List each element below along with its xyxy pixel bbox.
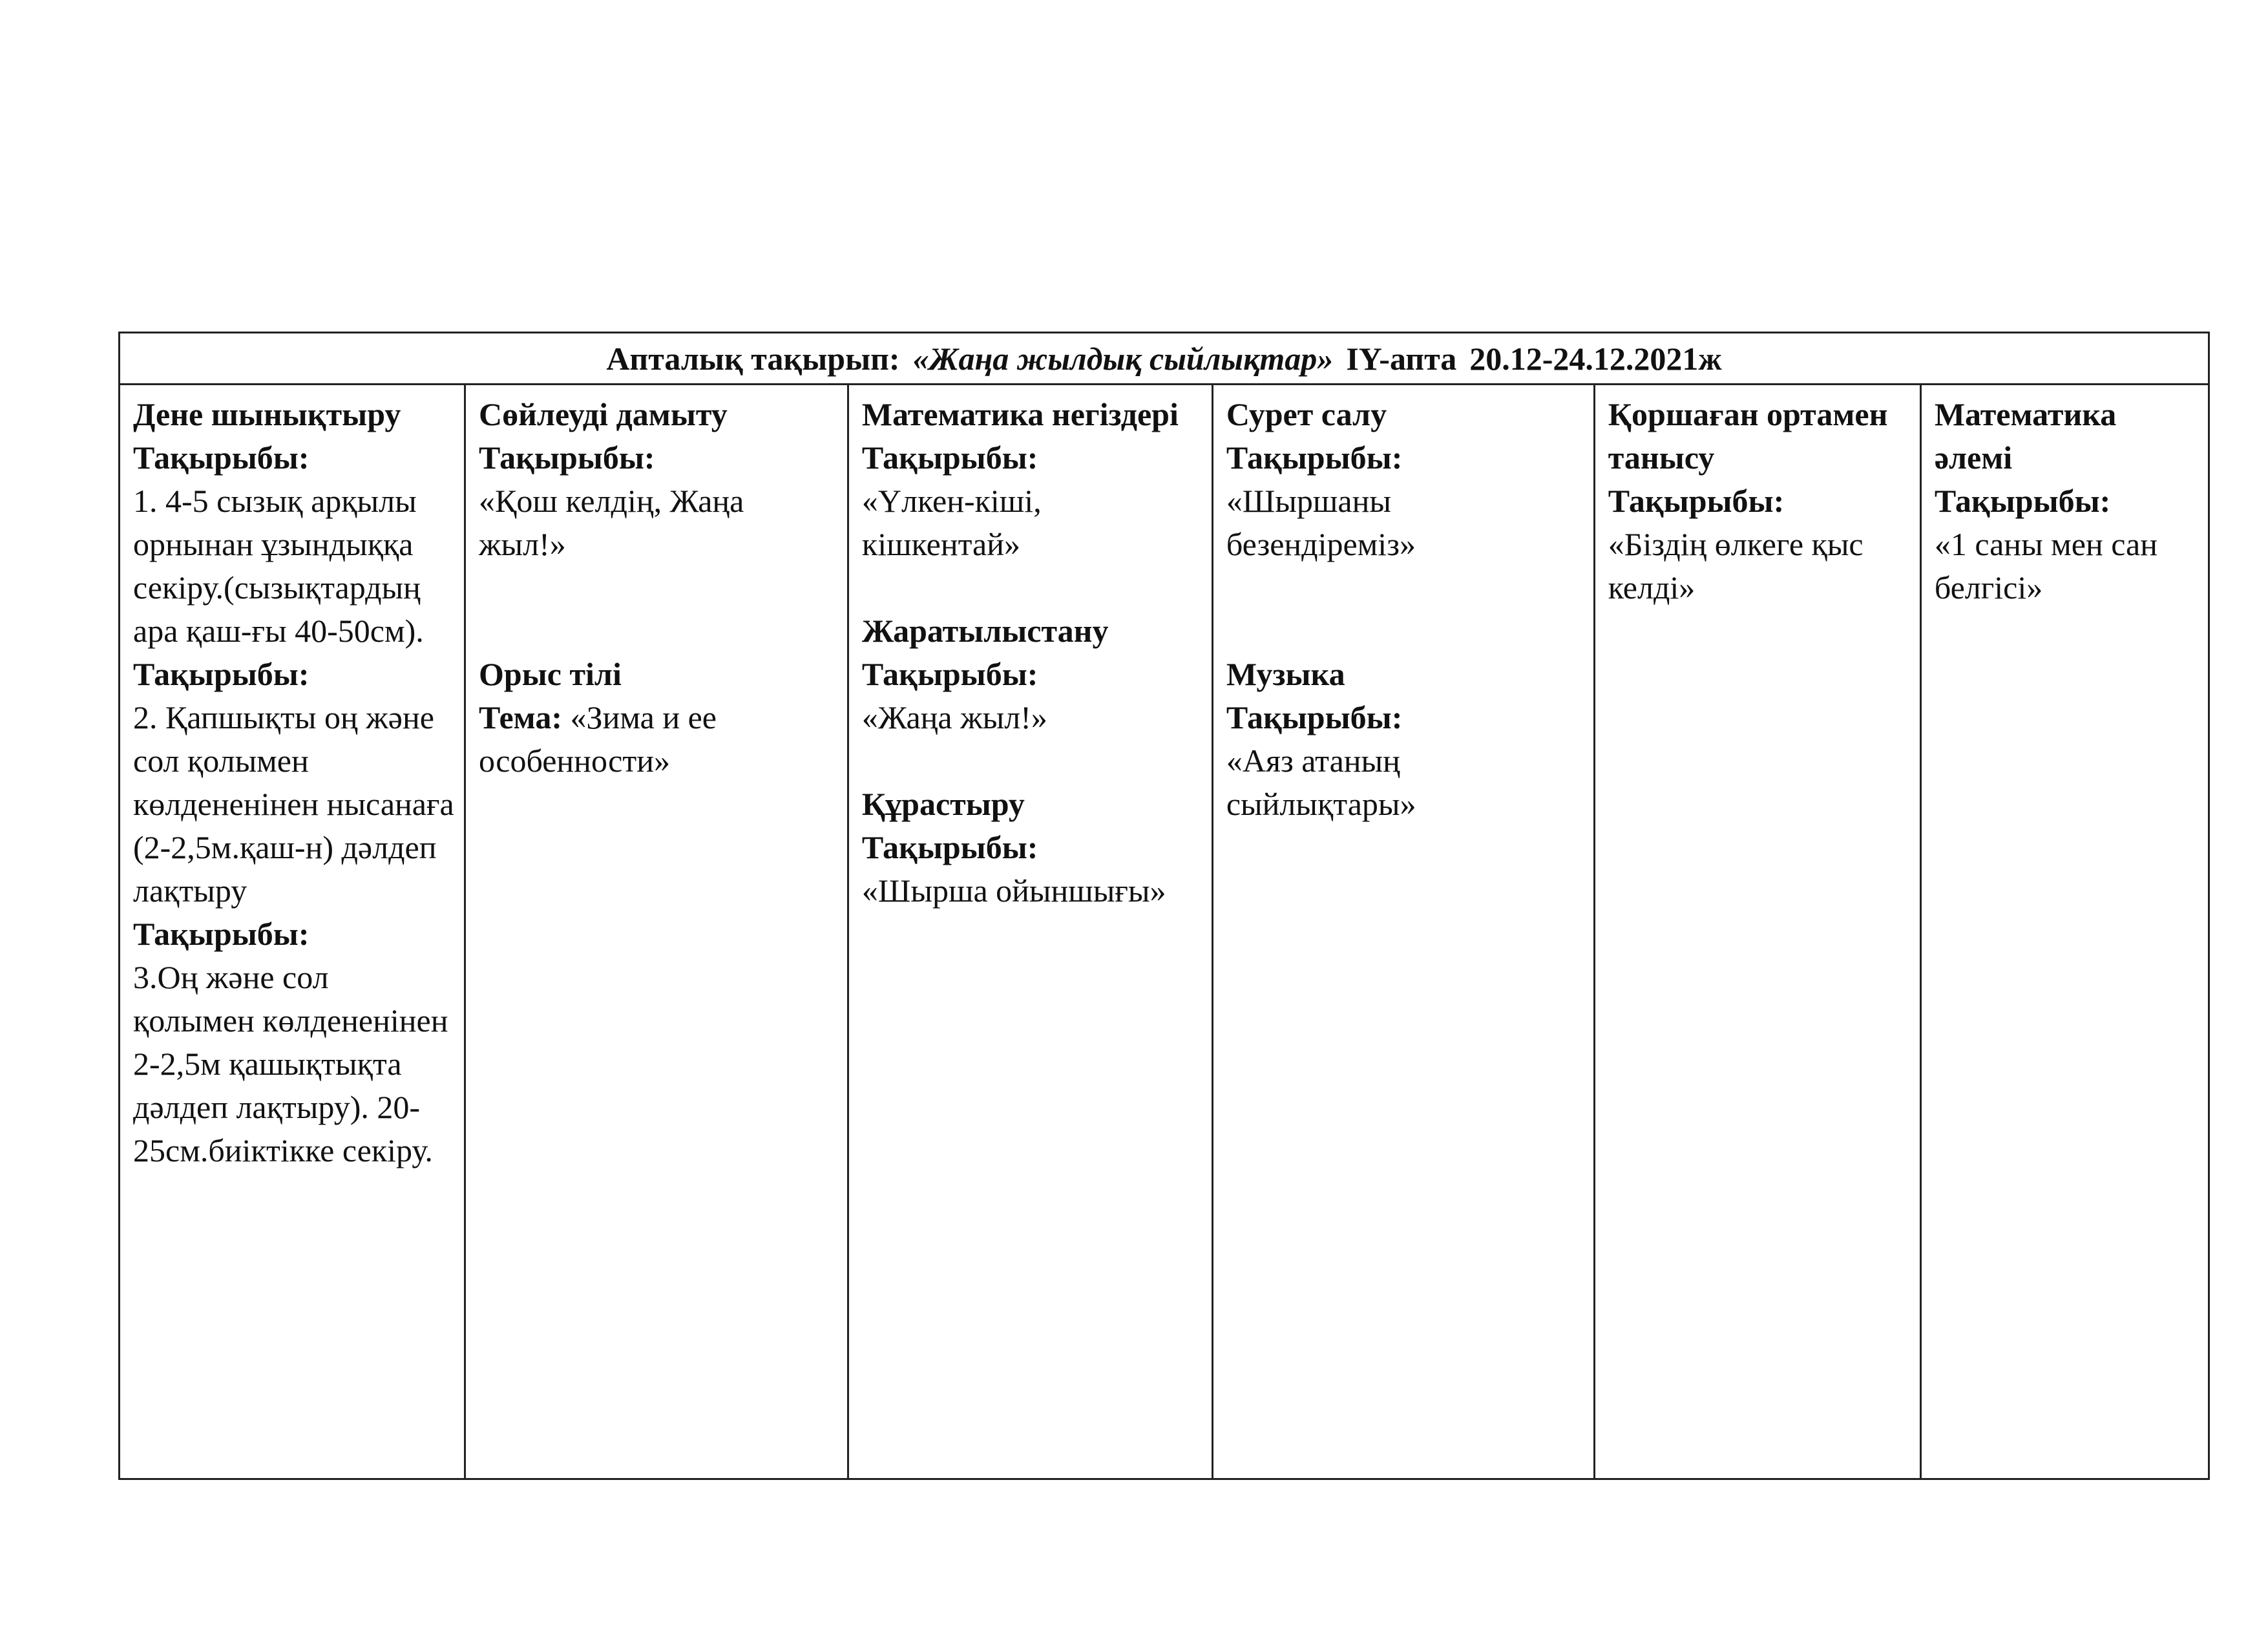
topic-label: Тақырыбы: (479, 439, 655, 476)
topic-label: Тақырыбы: (1608, 483, 1785, 519)
topic-text: 2. Қапшықты оң және сол қолымен көлдененінен нысанаға (2-2,5м.қаш-н) дәлдеп лақтыру (133, 699, 454, 909)
topic-text: «Біздің өлкеге қыс келді» (1608, 526, 1864, 606)
topic-label: Тақырыбы: (133, 439, 310, 476)
topic-value-russian: «Зима и ее особенности» (479, 699, 717, 779)
weekly-plan-table (118, 332, 2210, 1480)
topic-text: «Жаңа жыл!» (861, 699, 1047, 735)
topic-text: 1. 4-5 сызық арқылы орнынан ұзындыққа секіру.(сызықтардың ара қаш-ғы 40-50см). (133, 483, 424, 649)
subject-heading: Қоршаған ортамен танысу (1608, 396, 1888, 476)
subject-heading: Математика негіздері (861, 396, 1179, 432)
column-mathematics (849, 385, 1213, 1478)
topic-text: «1 саны мен сан белгісі» (1934, 526, 2158, 606)
subject-heading-music: Музыка (1226, 656, 1345, 692)
topic-label: Тақырыбы: (133, 916, 310, 952)
topic-label: Тақырыбы: (1226, 439, 1403, 476)
topic-label: Тақырыбы: (1226, 699, 1403, 735)
column-speech-development (466, 385, 849, 1478)
topic-label: Тақырыбы: (133, 656, 310, 692)
topic-text: «Қош келдің, Жаңа жыл!» (479, 483, 744, 562)
subject-heading: Дене шынықтыру (133, 396, 401, 432)
topic-label: Тақырыбы: (861, 439, 1038, 476)
title-dates: 20.12-24.12.2021ж (1469, 340, 1722, 377)
subject-heading-russian: Орыс тілі (479, 656, 622, 692)
topic-label-russian: Тема: (479, 699, 563, 735)
topic-text: 3.Оң және сол қолымен көлдененінен 2-2,5м қашықтықта дәлдеп лақтыру). 20-25см.биіктікке секіру. (133, 959, 448, 1168)
subject-heading-construction: Құрастыру (861, 786, 1025, 822)
topic-text: «Шырша ойыншығы» (861, 872, 1166, 909)
title-week: IY-апта (1346, 340, 1457, 377)
topic-text: «Шыршаны безендіреміз» (1226, 483, 1416, 562)
title-prefix: Апталық тақырып: (606, 340, 900, 377)
column-math-world (1922, 385, 2208, 1478)
topic-text-russian (479, 696, 838, 783)
subject-columns (120, 385, 2208, 1478)
subject-heading: Сөйлеуді дамыту (479, 396, 728, 432)
topic-label: Тақырыбы: (1934, 483, 2111, 519)
topic-text: «Аяз атаның сыйлықтары» (1226, 743, 1416, 822)
subject-heading: Сурет салу (1226, 396, 1387, 432)
title-theme: «Жаңа жылдық сыйлықтар» (912, 340, 1334, 377)
topic-text: «Үлкен-кіші, кішкентай» (861, 483, 1042, 562)
topic-label: Тақырыбы: (861, 656, 1038, 692)
table-title (120, 333, 2208, 385)
subject-heading-nature: Жаратылыстану (861, 613, 1109, 649)
subject-heading: Математика әлемі (1934, 396, 2117, 476)
column-drawing (1213, 385, 1595, 1478)
column-environment (1595, 385, 1922, 1478)
topic-label: Тақырыбы: (861, 829, 1038, 865)
column-physical-education (120, 385, 466, 1478)
